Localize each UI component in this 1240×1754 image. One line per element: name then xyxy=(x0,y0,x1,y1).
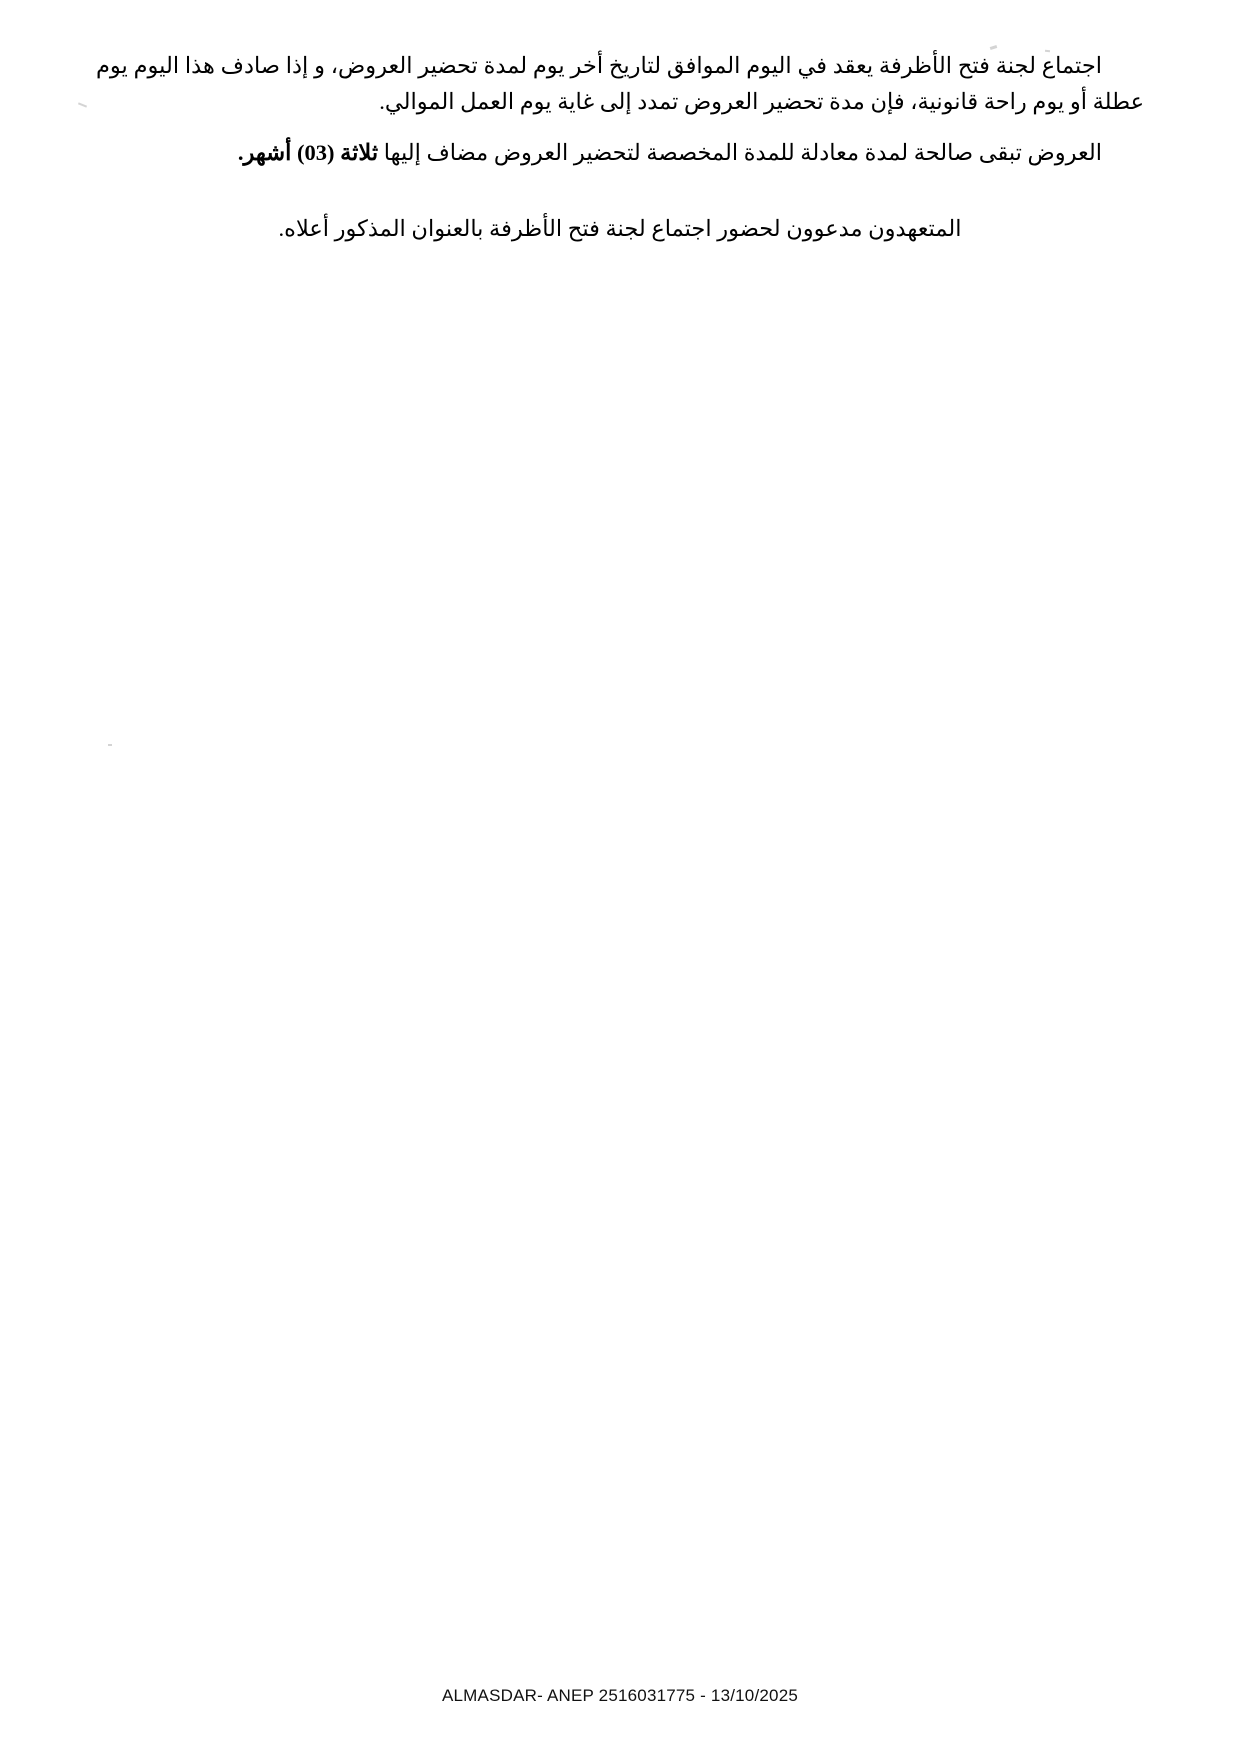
paragraph-offer-validity xyxy=(96,135,1144,171)
paragraph-offer-validity-tail: . xyxy=(237,139,244,165)
document-body xyxy=(96,48,1144,248)
paragraph-offer-validity-emphasis: ثلاثة (03) أشهر xyxy=(243,139,379,165)
paragraph-offer-validity-lead: العروض تبقى صالحة لمدة معادلة للمدة المخصصة لتحضير العروض مضاف إليها xyxy=(378,139,1102,165)
footer-reference: ALMASDAR- ANEP 2516031775 - 13/10/2025 xyxy=(441,1686,799,1705)
scan-artifact-speck xyxy=(78,102,87,107)
paragraph-bidders-invitation: المتعهدون مدعوون لحضور اجتماع لجنة فتح الأظرفة بالعنوان المذكور أعلاه. xyxy=(278,216,962,242)
scan-artifact-speck xyxy=(108,744,112,746)
paragraph-opening-committee-meeting: اجتماع لجنة فتح الأظرفة يعقد في اليوم الموافق لتاريخ أخر يوم لمدة تحضير العروض، و إذا صادف هذا اليوم يوم عطلة أو يوم راحة قانونية، فإن مدة تحضير العروض تمدد إلى غاية يوم العمل الموالي. xyxy=(96,53,1144,115)
